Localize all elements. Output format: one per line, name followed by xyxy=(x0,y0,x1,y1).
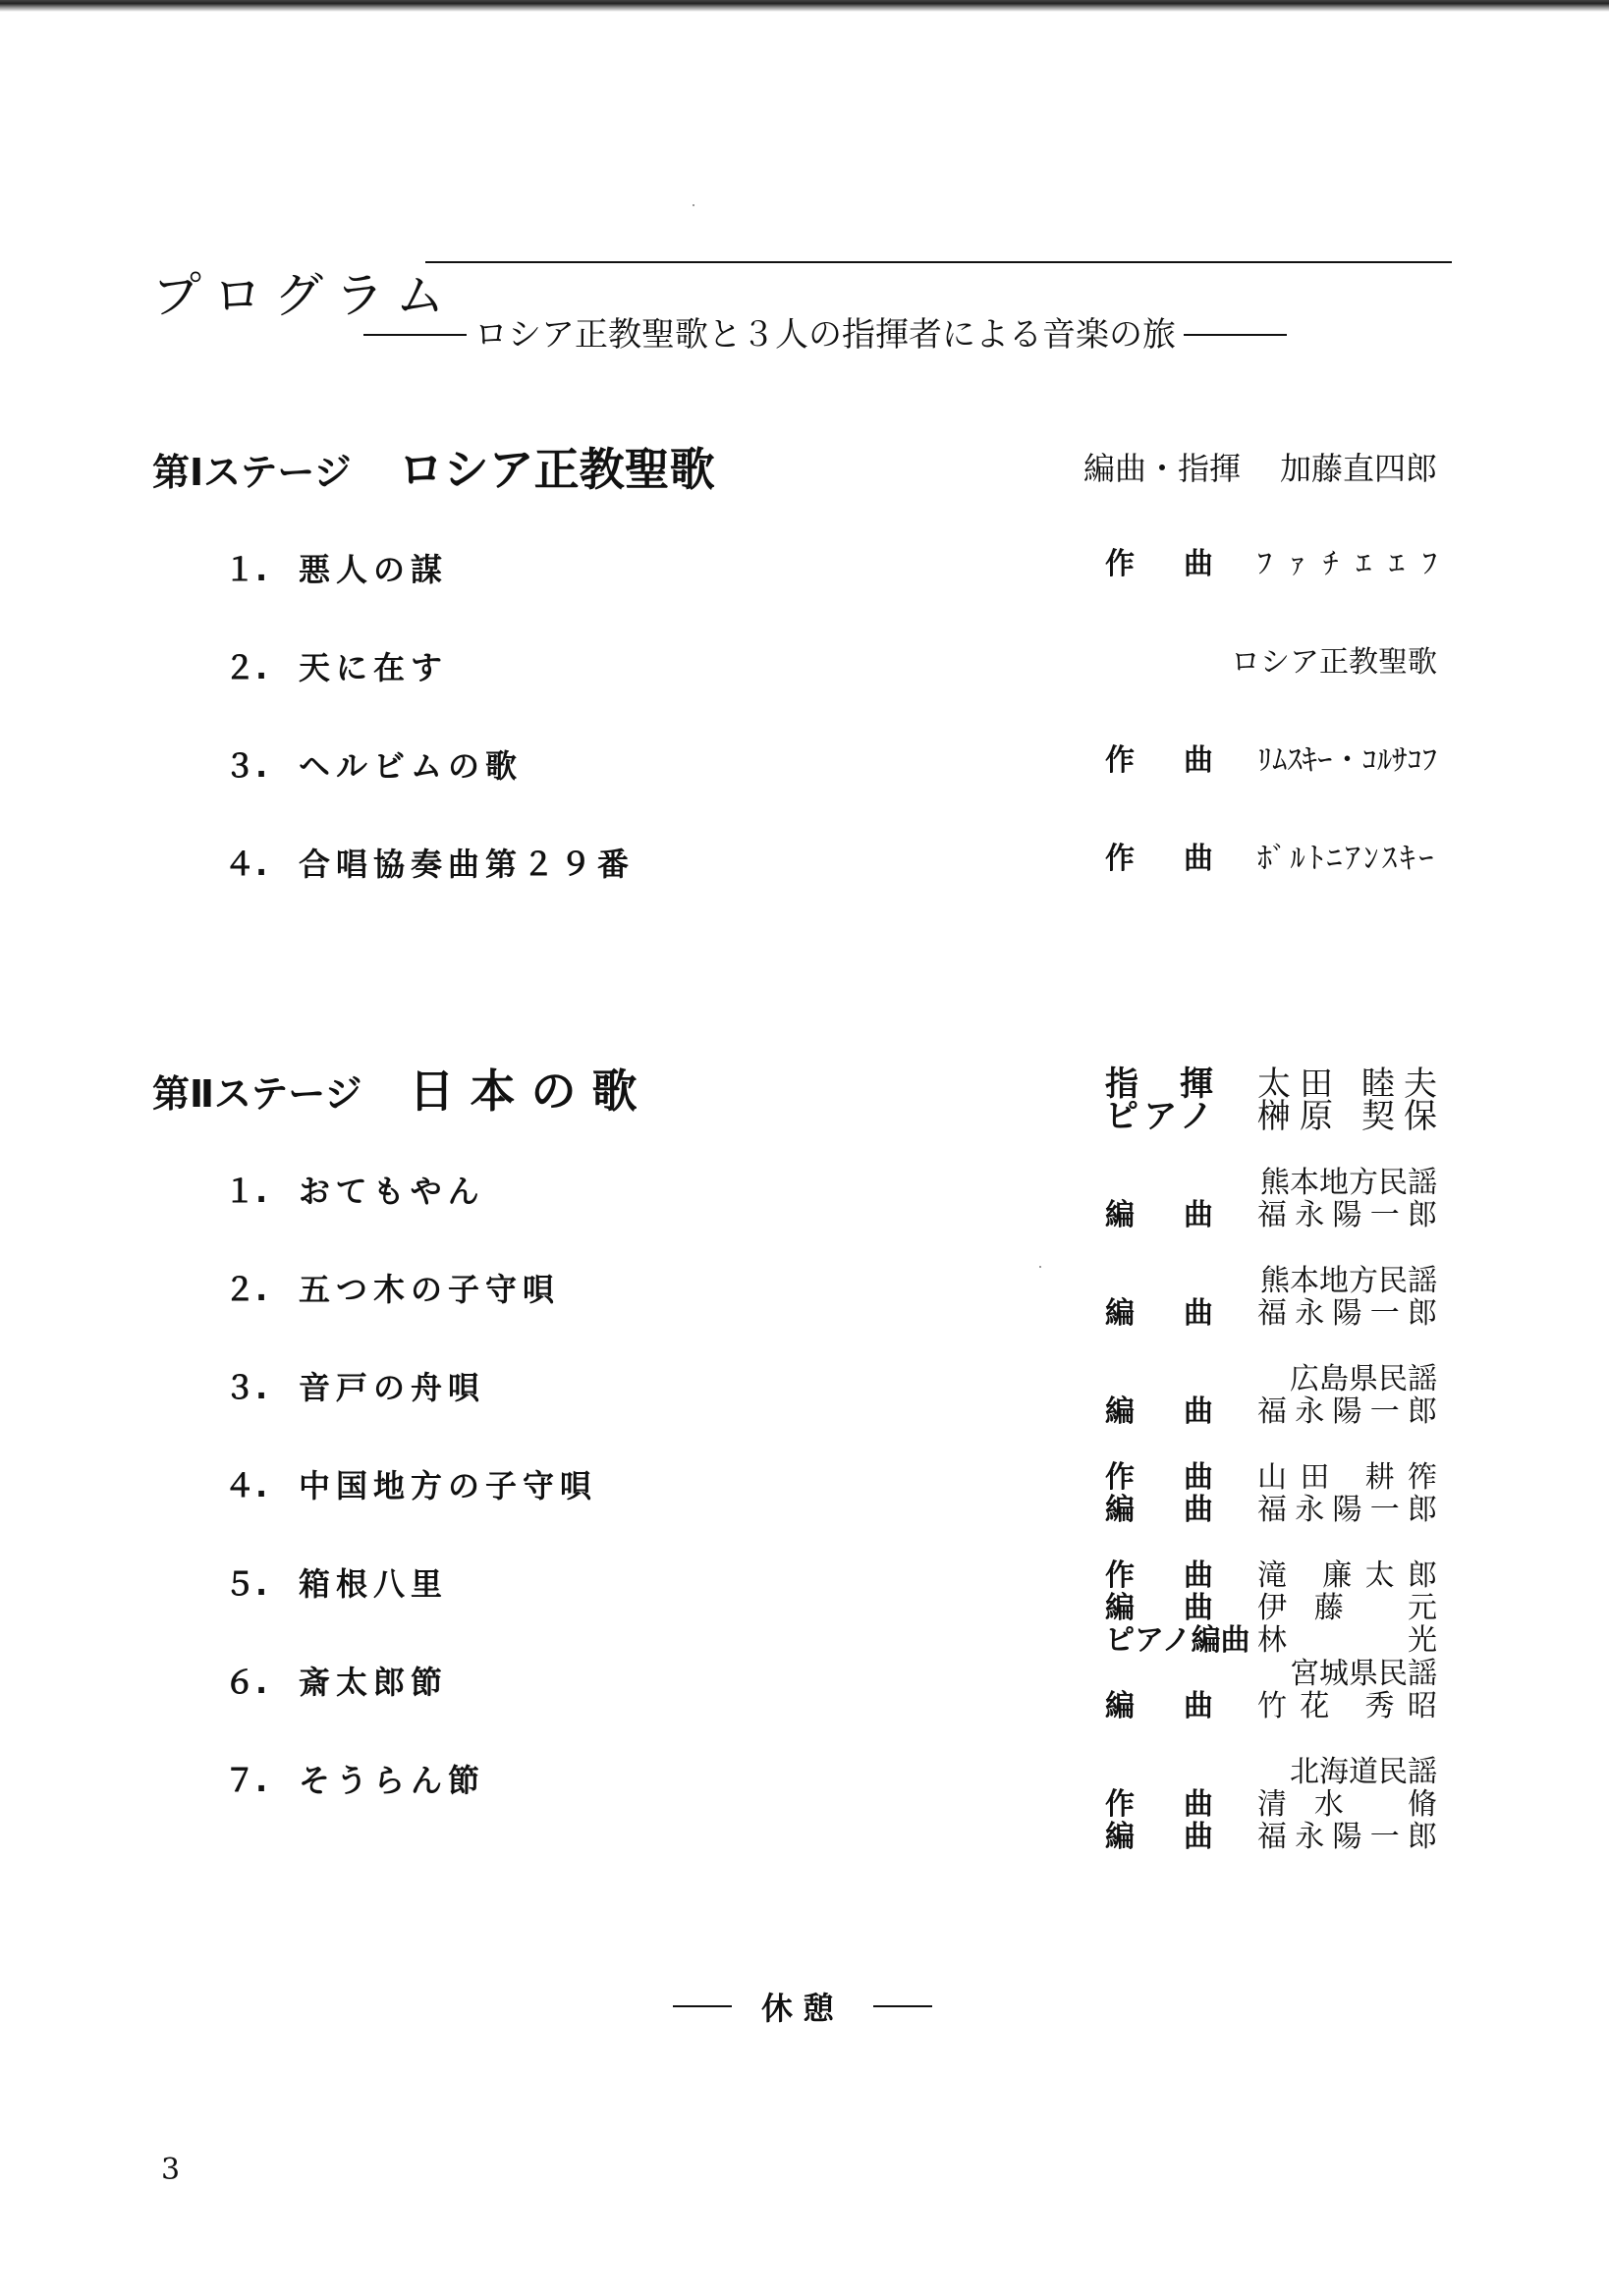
item-title-text: そうらん節 xyxy=(299,1762,486,1799)
stage1-heading xyxy=(152,434,715,499)
credit-name: 熊本地方民謡 xyxy=(1260,1264,1437,1298)
credit-row xyxy=(1105,1363,1437,1395)
program-item-title xyxy=(224,1559,448,1605)
credit-row xyxy=(1105,1690,1437,1722)
stage1-name: ロシア正教聖歌 xyxy=(398,443,715,496)
credit-name: 福永陽一郎 xyxy=(1257,1296,1437,1331)
item-title-text: 箱根八里 xyxy=(299,1565,449,1603)
credit-name: 福永陽一郎 xyxy=(1257,1493,1437,1527)
credit-role xyxy=(1105,1167,1213,1199)
credit-row xyxy=(1105,1199,1437,1231)
stage2-heading xyxy=(152,1056,653,1121)
credit-role xyxy=(1105,1658,1213,1690)
item-number: ２. xyxy=(224,649,268,686)
credit-role: 作曲 xyxy=(1105,743,1213,778)
credit-role: 作曲 xyxy=(1105,1787,1213,1822)
credit-name: 福永陽一郎 xyxy=(1257,1394,1437,1429)
credit-name: 太田 睦夫 xyxy=(1257,1065,1437,1104)
credit-role: 編曲 xyxy=(1105,1493,1213,1527)
credit-name: 清水 脩 xyxy=(1257,1787,1437,1822)
program-item-credits xyxy=(1105,843,1437,875)
program-item-title xyxy=(224,1658,448,1703)
credit-row xyxy=(1105,1167,1437,1199)
program-item-credits xyxy=(1105,744,1437,777)
program-item-credits xyxy=(1105,1265,1437,1330)
credit-name: 宮城県民謡 xyxy=(1290,1657,1437,1691)
credit-role: 指揮 xyxy=(1105,1065,1213,1104)
program-item-title xyxy=(224,1461,597,1506)
stage2-label: 第Ⅱステージ xyxy=(152,1072,362,1116)
paper-speck xyxy=(1039,1266,1041,1268)
credit-row xyxy=(1105,744,1437,777)
stage1-credit-name: 加藤直四郎 xyxy=(1279,450,1437,487)
program-subtitle xyxy=(363,312,1287,357)
credit-name: 福永陽一郎 xyxy=(1257,1198,1437,1232)
credit-role: 編曲 xyxy=(1105,1296,1213,1331)
item-title-text: おてもやん xyxy=(299,1173,485,1210)
program-item-credits xyxy=(1105,1167,1437,1231)
subtitle-dash-left xyxy=(363,334,467,336)
credit-row xyxy=(1105,1592,1437,1624)
subtitle-dash-right xyxy=(1184,334,1287,336)
credit-name: ﾘﾑｽｷｰ・ｺﾙｻｺﾌ xyxy=(1257,743,1437,778)
program-item-credits xyxy=(1105,548,1437,580)
credit-name: ロシア正教聖歌 xyxy=(1231,645,1437,680)
intermission-label: 休憩 xyxy=(761,1990,845,2027)
item-number: ３. xyxy=(224,1369,268,1406)
credit-row xyxy=(1105,1624,1437,1657)
credit-name: 熊本地方民謡 xyxy=(1260,1166,1437,1200)
item-title-text: ヘルビムの歌 xyxy=(299,747,524,785)
credit-row xyxy=(1105,843,1437,875)
credit-role: 編曲 xyxy=(1105,1394,1213,1429)
credit-role xyxy=(1105,1265,1213,1297)
item-title-text: 五つ木の子守唄 xyxy=(299,1271,561,1308)
credit-row xyxy=(1105,1756,1437,1788)
program-item-title xyxy=(224,545,448,590)
item-number: ４. xyxy=(224,846,268,883)
page-number: 3 xyxy=(161,2153,181,2187)
credit-row xyxy=(1105,1494,1437,1526)
subtitle-text: ロシア正教聖歌と３人の指揮者による音楽の旅 xyxy=(474,315,1176,355)
credit-row xyxy=(1105,1559,1437,1592)
credit-name: 山田 耕筰 xyxy=(1257,1460,1437,1495)
item-title-text: 音戸の舟唄 xyxy=(299,1369,486,1406)
item-title-text: 悪人の謀 xyxy=(299,551,449,588)
credit-role: 編曲 xyxy=(1105,1198,1213,1232)
item-number: ６. xyxy=(224,1664,268,1701)
credit-name: 滝 廉太郎 xyxy=(1257,1558,1437,1593)
top-edge-rule xyxy=(0,0,1609,12)
credit-name: 伊藤 元 xyxy=(1257,1591,1437,1625)
item-title-text: 斎太郎節 xyxy=(299,1664,449,1701)
credit-role xyxy=(1105,1363,1213,1395)
credit-role: 作曲 xyxy=(1105,547,1213,581)
program-title: プログラム xyxy=(152,266,457,324)
credit-row xyxy=(1079,646,1437,679)
credit-role: 編曲 xyxy=(1105,1820,1213,1854)
credit-name: 榊原 契保 xyxy=(1257,1097,1437,1136)
credit-name: 福永陽一郎 xyxy=(1257,1820,1437,1854)
stage2-credit-piano xyxy=(1105,1097,1437,1136)
program-item-credits xyxy=(1105,1756,1437,1853)
program-item-credits xyxy=(1105,1559,1437,1657)
credit-row xyxy=(1105,548,1437,580)
credit-role: 作曲 xyxy=(1105,1558,1213,1593)
title-rule xyxy=(425,261,1452,263)
intermission-dash-right xyxy=(873,2005,932,2007)
credit-name: 北海道民謡 xyxy=(1290,1755,1437,1789)
stage2-credits xyxy=(1105,1065,1437,1136)
item-number: ７. xyxy=(224,1762,268,1799)
program-item-title xyxy=(224,643,448,688)
item-number: ２. xyxy=(224,1271,268,1308)
program-item-credits xyxy=(1105,1363,1437,1428)
program-item-title xyxy=(224,840,635,885)
item-title-text: 中国地方の子守唄 xyxy=(299,1467,598,1504)
credit-name: 広島県民謡 xyxy=(1290,1362,1437,1396)
credit-name: 竹花 秀昭 xyxy=(1257,1689,1437,1723)
program-item-title xyxy=(224,1756,485,1801)
program-item-credits xyxy=(1105,1658,1437,1722)
program-item-title xyxy=(224,1363,485,1408)
credit-role xyxy=(1105,1756,1213,1788)
item-title-text: 天に在す xyxy=(299,649,449,686)
stage1-label: 第Ⅰステージ xyxy=(152,451,352,494)
credit-name: 林 光 xyxy=(1257,1623,1437,1658)
item-number: ５. xyxy=(224,1565,268,1603)
program-item-title xyxy=(224,1167,485,1212)
credit-row xyxy=(1105,1821,1437,1853)
credit-role: ピアノ xyxy=(1105,1097,1213,1136)
item-number: １. xyxy=(224,551,268,588)
stage1-credit-role: 編曲・指揮 xyxy=(1082,450,1241,487)
credit-name: ﾎﾞﾙﾄﾆｱﾝｽｷｰ xyxy=(1257,842,1437,876)
program-item-title xyxy=(224,741,523,787)
credit-row xyxy=(1105,1788,1437,1821)
program-item-title xyxy=(224,1265,560,1310)
credit-role: 作曲 xyxy=(1105,842,1213,876)
paper-speck xyxy=(693,204,694,206)
item-title-text: 合唱協奏曲第２９番 xyxy=(299,846,636,883)
program-item-credits xyxy=(1079,646,1437,679)
item-number: ４. xyxy=(224,1467,268,1504)
stage2-name: 日本の歌 xyxy=(409,1065,653,1118)
credit-row xyxy=(1105,1658,1437,1690)
credit-role xyxy=(1079,646,1187,679)
credit-row xyxy=(1105,1395,1437,1428)
intermission-dash-left xyxy=(673,2005,732,2007)
intermission xyxy=(643,1984,962,2029)
credit-row xyxy=(1105,1297,1437,1330)
credit-name: ﾌｧﾁｴｴﾌ xyxy=(1257,547,1437,581)
credit-role: 編曲 xyxy=(1105,1591,1213,1625)
item-number: ３. xyxy=(224,747,268,785)
credit-role: 作曲 xyxy=(1105,1460,1213,1495)
credit-row xyxy=(1105,1461,1437,1494)
program-item-credits xyxy=(1105,1461,1437,1526)
credit-row xyxy=(1105,1265,1437,1297)
credit-role: ピアノ編曲 xyxy=(1105,1623,1250,1658)
item-number: １. xyxy=(224,1173,268,1210)
credit-role: 編曲 xyxy=(1105,1689,1213,1723)
stage1-credit xyxy=(1083,444,1437,489)
